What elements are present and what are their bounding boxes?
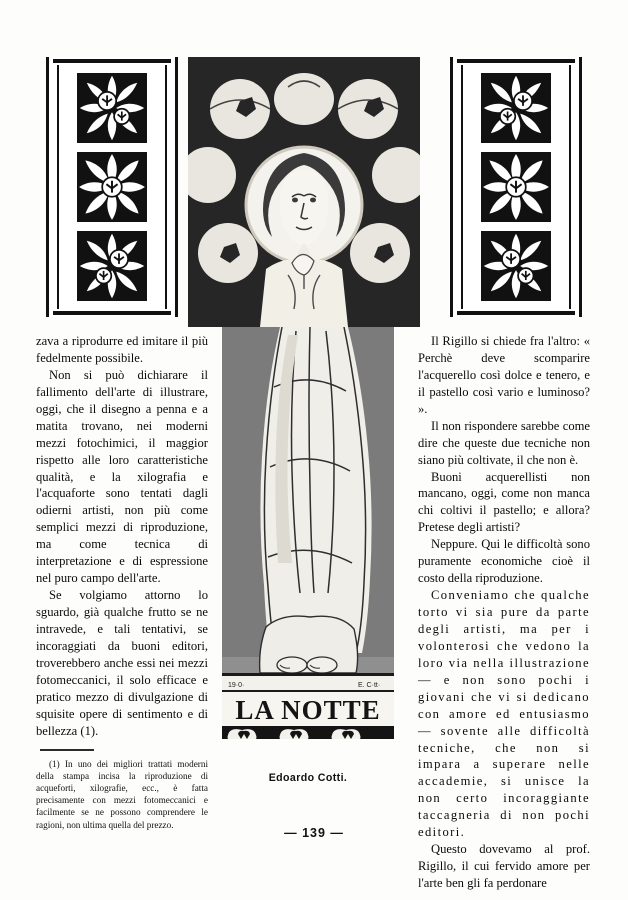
panel-rule-bottom: [53, 311, 171, 315]
paragraph: Il non rispondere sarebbe come dire che queste due tecniche non siano più coltivate, il che non è.: [418, 418, 590, 467]
panel-rule-top: [53, 59, 171, 63]
illustration-band: [0, 57, 628, 327]
floral-ornament-icon: [75, 231, 149, 301]
art-nouveau-woman-illustration: [188, 57, 420, 327]
floral-ornament-icon: [75, 73, 149, 143]
artwork-lower-plate: [222, 327, 394, 739]
footnote-separator-rule: [40, 749, 94, 751]
floral-ornament-icon: [479, 152, 553, 222]
paragraph: Se volgiamo attorno lo sguardo, già qualche frutto se ne intravede, e tali tentativi, se incoraggiati da buoni editori, troverebbero anche essi nei mezzi fotomeccanici, il solo efficace e pratico mezzo di divulgazione di squisite opere di sentimento e di bellezza (1).: [36, 588, 208, 738]
artwork-title-text: LA NOTTE: [235, 695, 381, 725]
ornament-stack-right: [453, 69, 579, 305]
robed-figure-illustration: [222, 327, 394, 739]
page-number: — 139 —: [284, 826, 344, 840]
paragraph: Questo dovevamo al prof. Rigillo, il cui fervido amore per l'arte ben gli fa perdonare: [418, 842, 590, 890]
panel-rule-bottom: [457, 311, 575, 315]
paragraph: Neppure. Qui le difficoltà sono puramente economiche cioè il costo della riproduzione.: [418, 537, 590, 586]
ornament-panel-left: [46, 57, 178, 317]
ornament-panel-right: [450, 57, 582, 317]
panel-rule-top: [457, 59, 575, 63]
body-text-column-right: [418, 333, 590, 892]
paragraph: Buoni acquerellisti non mancano, oggi, come non manca chi coltivi il pastello; e allora? Pretese degli artisti?: [418, 469, 590, 535]
body-text-column-left: [36, 333, 208, 831]
paragraph: Il Rigillo si chiede fra l'altro: « Perchè deve scomparire l'acquerello così dolce e tenero, e il pastello così vario e luminoso? ».: [418, 334, 590, 416]
artwork-signature-left: 19·0·: [228, 682, 245, 689]
paragraph: zava a riprodurre ed imitare il più fedelmente possibile.: [36, 334, 208, 365]
ornament-stack-left: [49, 69, 175, 305]
figure-caption: Edoardo Cotti.: [268, 772, 348, 784]
floral-ornament-icon: [75, 152, 149, 222]
paragraph: Conveniamo che qualche torto vi sia pure da parte degli artisti, ma per i volonterosi che vedono la loro via nella illustrazione — e non sono pochi i giovani che vi si dedicano con amore ed entusiasmo — sovente alle difficoltà tecniche, che non si impara a superare nelle accademie, si unisce la non certo incoraggiante taccagneria di non pochi editori.: [418, 588, 590, 840]
artwork-upper-plate: [188, 57, 420, 327]
floral-ornament-icon: [479, 231, 553, 301]
artwork-signature-right: E. C·tt·: [358, 682, 381, 689]
floral-ornament-icon: [479, 73, 553, 143]
footnote-text: (1) In uno dei migliori trattati moderni della stampa incisa la riproduzione di acqueforti, xilografie, ecc., è fatta precisamente con mezzi fotomeccanici e facilmente se ne possono comprendere le ragioni, non ultima quella del prezzo.: [36, 758, 208, 830]
paragraph: Non si può dichiarare il fallimento dell'arte di illustrare, oggi, che il disegno a penna e a matita trovano, nei moderni mezzi fotochimici, il maggior rispetto alle loro caratteristiche qualità, e la xilografia e l'acquaforte sono tentati dagli odierni artisti, non più come semplici mezzi di riproduzione, ma come tecnica di interpretazione e di espressione nel puro campo dell'arte.: [36, 367, 208, 586]
